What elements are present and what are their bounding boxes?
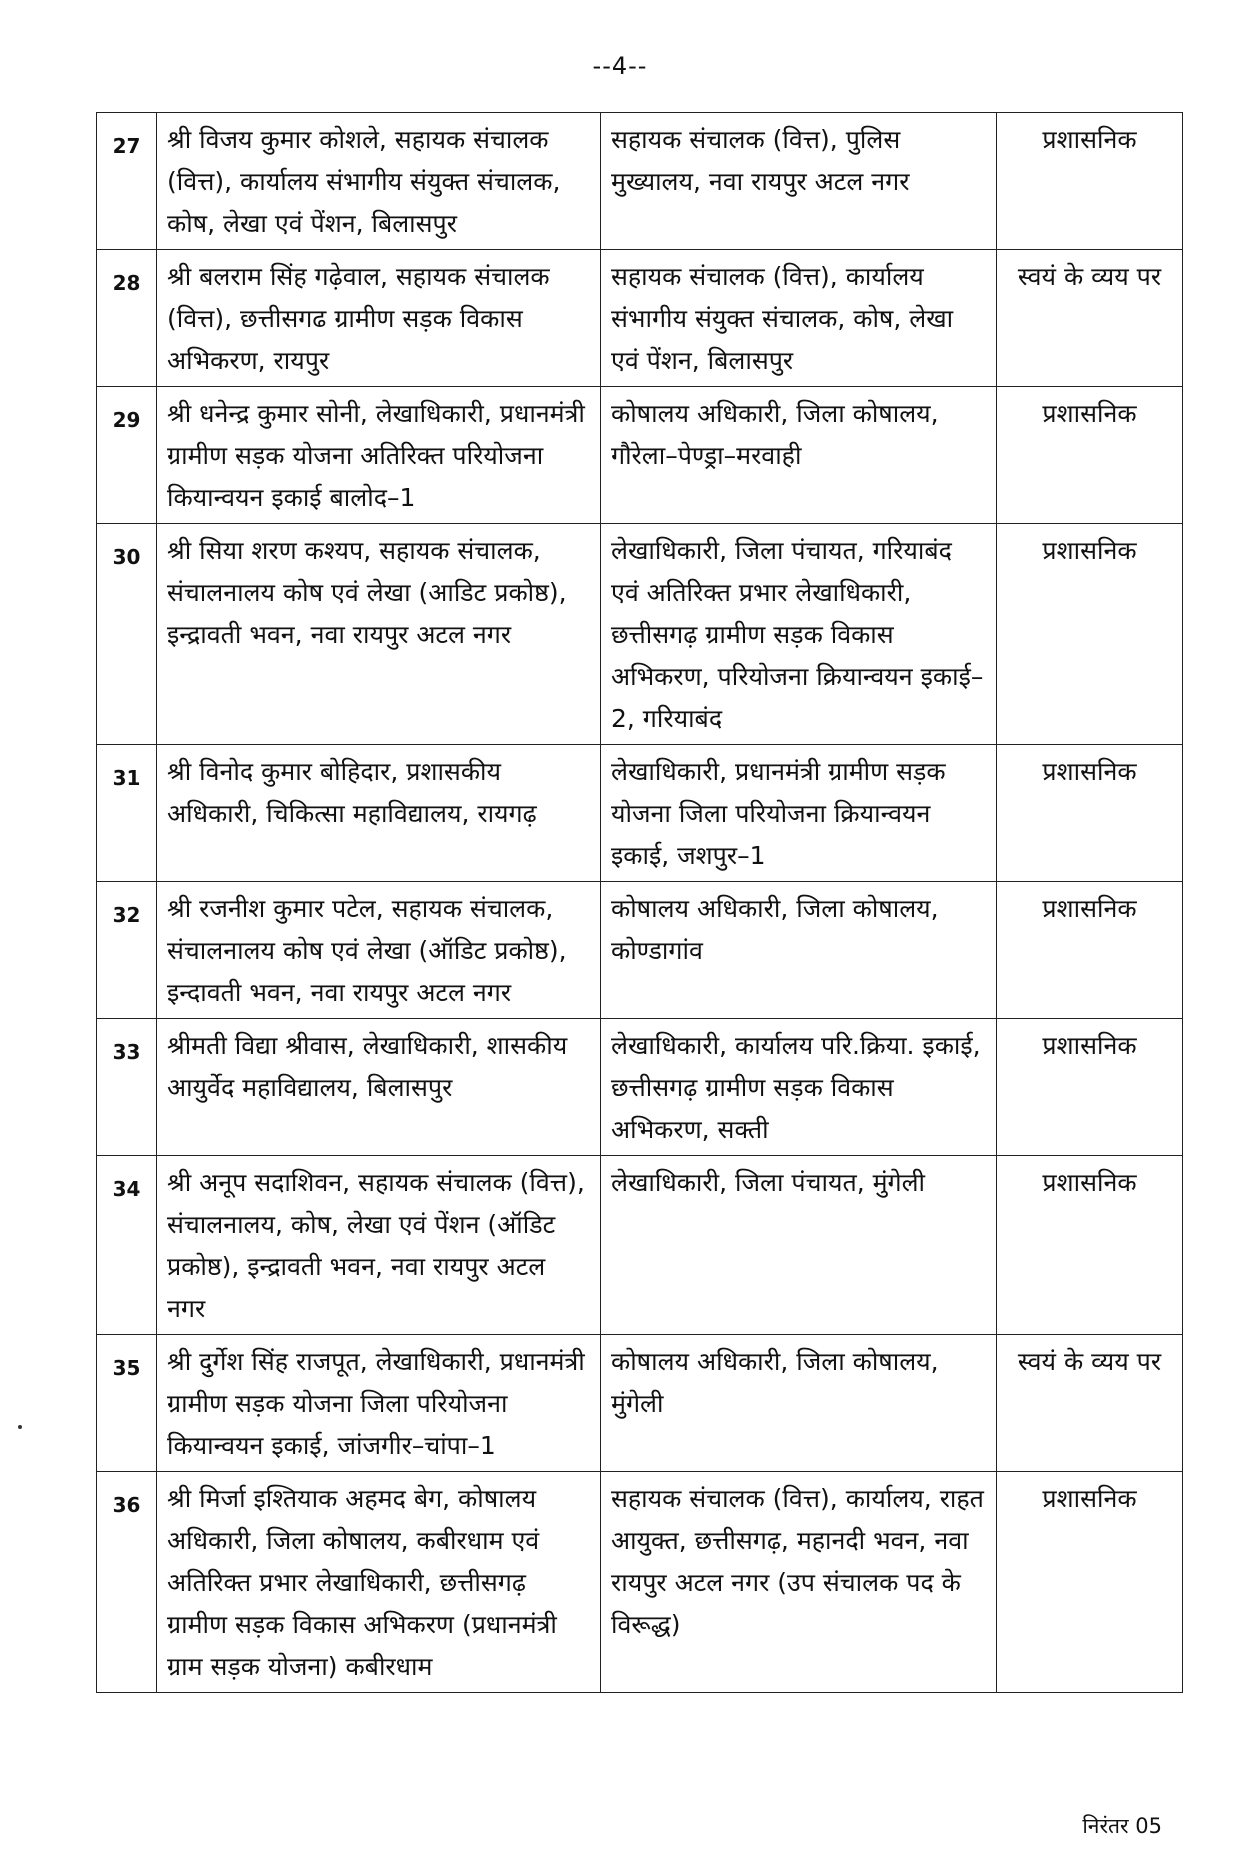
officer-name-current-post: श्रीमती विद्या श्रीवास, लेखाधिकारी, शासकीय आयुर्वेद महाविद्यालय, बिलासपुर <box>157 1019 601 1156</box>
officer-name-current-post: श्री धनेन्द्र कुमार सोनी, लेखाधिकारी, प्रधानमंत्री ग्रामीण सड़क योजना अतिरिक्त परियोजना कियान्वयन इकाई बालोद–1 <box>157 387 601 524</box>
new-posting: सहायक संचालक (वित्त), कार्यालय संभागीय संयुक्त संचालक, कोष, लेखा एवं पेंशन, बिलासपुर <box>601 250 997 387</box>
serial-number: 35 <box>97 1335 157 1472</box>
transfer-reason: स्वयं के व्यय पर <box>997 1335 1183 1472</box>
page-number: --4-- <box>592 52 648 80</box>
serial-number: 33 <box>97 1019 157 1156</box>
transfer-reason: प्रशासनिक <box>997 1472 1183 1693</box>
officer-name-current-post: श्री दुर्गेश सिंह राजपूत, लेखाधिकारी, प्रधानमंत्री ग्रामीण सड़क योजना जिला परियोजना कियान्वयन इकाई, जांजगीर–चांपा–1 <box>157 1335 601 1472</box>
table-row <box>97 1335 1183 1472</box>
new-posting: लेखाधिकारी, जिला पंचायत, गरियाबंद एवं अतिरिक्त प्रभार लेखाधिकारी, छत्तीसगढ़ ग्रामीण सड़क विकास अभिकरण, परियोजना क्रियान्वयन इकाई–2, गरियाबंद <box>601 524 997 745</box>
officer-name-current-post: श्री सिया शरण कश्यप, सहायक संचालक, संचालनालय कोष एवं लेखा (आडिट प्रकोष्ठ), इन्द्रावती भवन, नवा रायपुर अटल नगर <box>157 524 601 745</box>
table-row <box>97 113 1183 250</box>
transfer-reason: प्रशासनिक <box>997 882 1183 1019</box>
table-row <box>97 745 1183 882</box>
transfer-order-table <box>96 112 1183 1693</box>
table-row <box>97 882 1183 1019</box>
continued-note: निरंतर 05 <box>1082 1814 1162 1838</box>
officer-name-current-post: श्री विनोद कुमार बोहिदार, प्रशासकीय अधिकारी, चिकित्सा महाविद्यालय, रायगढ़ <box>157 745 601 882</box>
serial-number: 27 <box>97 113 157 250</box>
new-posting: लेखाधिकारी, जिला पंचायत, मुंगेली <box>601 1156 997 1335</box>
officer-name-current-post: श्री अनूप सदाशिवन, सहायक संचालक (वित्त), संचालनालय, कोष, लेखा एवं पेंशन (ऑडिट प्रकोष्ठ), इन्द्रावती भवन, नवा रायपुर अटल नगर <box>157 1156 601 1335</box>
transfer-reason: स्वयं के व्यय पर <box>997 250 1183 387</box>
serial-number: 32 <box>97 882 157 1019</box>
serial-number: 34 <box>97 1156 157 1335</box>
officer-name-current-post: श्री रजनीश कुमार पटेल, सहायक संचालक, संचालनालय कोष एवं लेखा (ऑडिट प्रकोष्ठ), इन्दावती भवन, नवा रायपुर अटल नगर <box>157 882 601 1019</box>
table-row <box>97 1156 1183 1335</box>
transfer-reason: प्रशासनिक <box>997 1019 1183 1156</box>
table-body <box>97 113 1183 1693</box>
transfer-reason: प्रशासनिक <box>997 1156 1183 1335</box>
table-row <box>97 1019 1183 1156</box>
officer-name-current-post: श्री बलराम सिंह गढ़ेवाल, सहायक संचालक (वित्त), छत्तीसगढ ग्रामीण सड़क विकास अभिकरण, रायपुर <box>157 250 601 387</box>
new-posting: लेखाधिकारी, प्रधानमंत्री ग्रामीण सड़क योजना जिला परियोजना क्रियान्वयन इकाई, जशपुर–1 <box>601 745 997 882</box>
table-row <box>97 1472 1183 1693</box>
serial-number: 28 <box>97 250 157 387</box>
transfer-reason: प्रशासनिक <box>997 745 1183 882</box>
new-posting: कोषालय अधिकारी, जिला कोषालय, मुंगेली <box>601 1335 997 1472</box>
transfer-reason: प्रशासनिक <box>997 524 1183 745</box>
new-posting: कोषालय अधिकारी, जिला कोषालय, कोण्डागांव <box>601 882 997 1019</box>
table-row <box>97 524 1183 745</box>
new-posting: कोषालय अधिकारी, जिला कोषालय, गौरेला–पेण्ड्रा–मरवाही <box>601 387 997 524</box>
new-posting: लेखाधिकारी, कार्यालय परि.क्रिया. इकाई, छत्तीसगढ़ ग्रामीण सड़क विकास अभिकरण, सक्ती <box>601 1019 997 1156</box>
table-row <box>97 387 1183 524</box>
new-posting: सहायक संचालक (वित्त), कार्यालय, राहत आयुक्त, छत्तीसगढ़, महानदी भवन, नवा रायपुर अटल नगर (उप संचालक पद के विरूद्ध) <box>601 1472 997 1693</box>
table-row <box>97 250 1183 387</box>
transfer-reason: प्रशासनिक <box>997 113 1183 250</box>
transfer-reason: प्रशासनिक <box>997 387 1183 524</box>
officer-name-current-post: श्री मिर्जा इश्तियाक अहमद बेग, कोषालय अधिकारी, जिला कोषालय, कबीरधाम एवं अतिरिक्त प्रभार लेखाधिकारी, छत्तीसगढ़ ग्रामीण सड़क विकास अभिकरण (प्रधानमंत्री ग्राम सड़क योजना) कबीरधाम <box>157 1472 601 1693</box>
serial-number: 36 <box>97 1472 157 1693</box>
serial-number: 29 <box>97 387 157 524</box>
serial-number: 31 <box>97 745 157 882</box>
officer-name-current-post: श्री विजय कुमार कोशले, सहायक संचालक (वित्त), कार्यालय संभागीय संयुक्त संचालक, कोष, लेखा एवं पेंशन, बिलासपुर <box>157 113 601 250</box>
margin-speck <box>18 1425 22 1429</box>
new-posting: सहायक संचालक (वित्त), पुलिस मुख्यालय, नवा रायपुर अटल नगर <box>601 113 997 250</box>
serial-number: 30 <box>97 524 157 745</box>
